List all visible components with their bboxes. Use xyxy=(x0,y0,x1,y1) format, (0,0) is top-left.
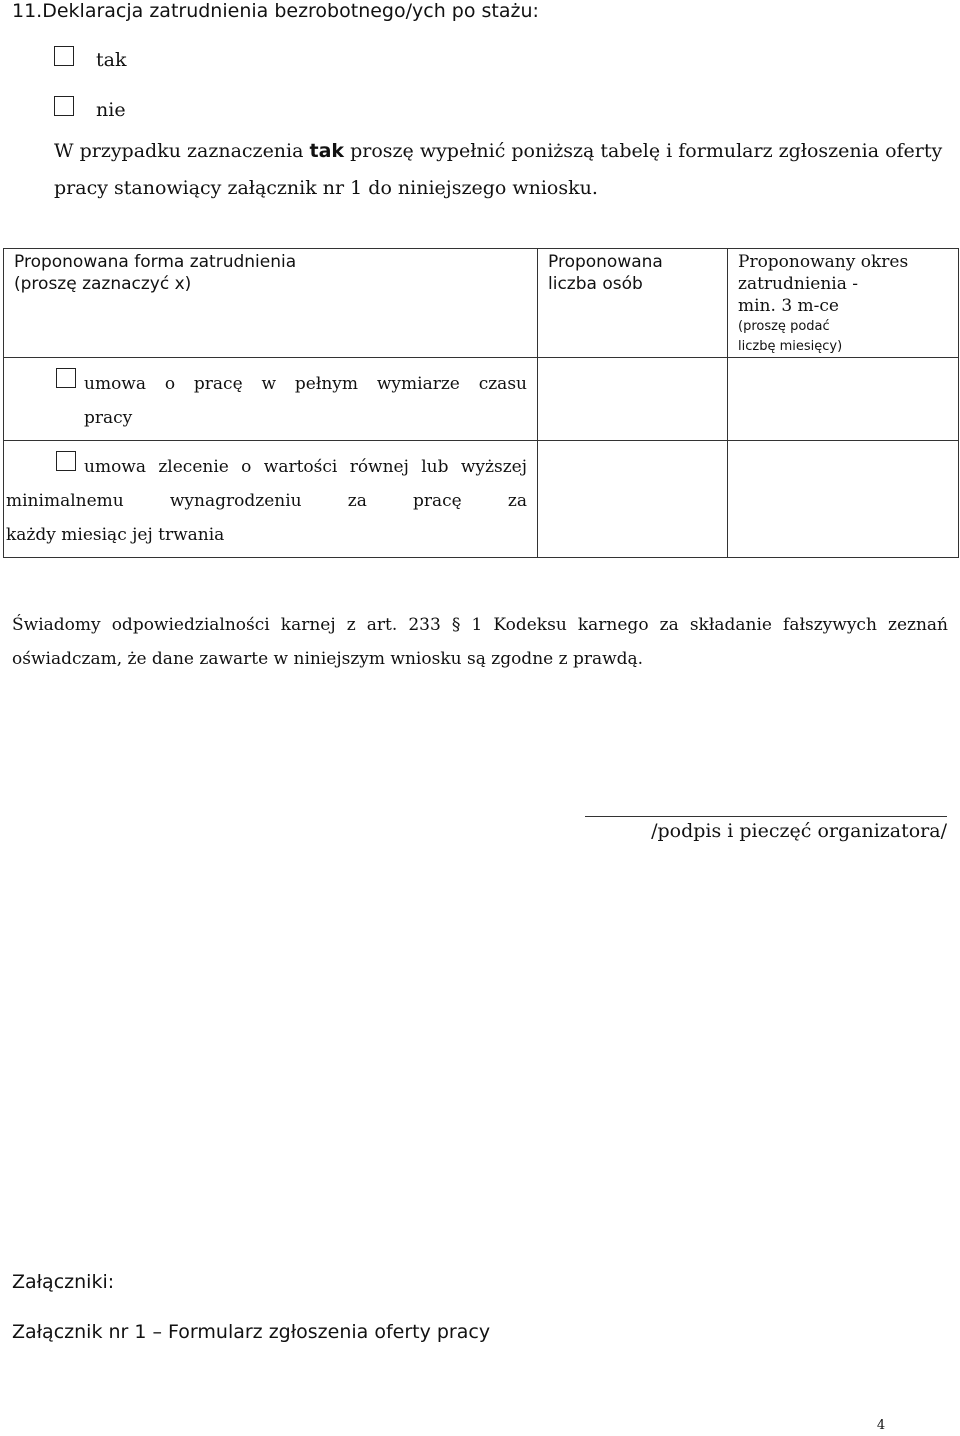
table-header-row xyxy=(4,249,959,358)
option-nie-label: nie xyxy=(96,99,126,121)
header-period-line2: zatrudnienia - xyxy=(738,274,858,294)
row1-checkbox[interactable] xyxy=(56,368,76,388)
header-form xyxy=(4,249,538,358)
instruction-bold: tak xyxy=(309,140,345,162)
header-count-line1: Proponowana xyxy=(548,252,663,272)
section-number: 11. xyxy=(12,0,43,22)
row1-line2: pracy xyxy=(84,408,133,428)
table-row xyxy=(4,441,959,558)
header-period-note1: (proszę podać xyxy=(738,319,830,334)
attachments-heading: Załączniki: xyxy=(12,1271,115,1293)
section-heading xyxy=(12,0,539,22)
option-nie-checkbox[interactable] xyxy=(54,96,74,116)
row1-period-cell[interactable] xyxy=(728,358,959,441)
declaration-text: Świadomy odpowiedzialności karnej z art. 233 § 1 Kodeksu karnego za składanie fałszywych zeznań oświadczam, że dane zawarte w niniejszym wniosku są zgodne z prawdą. xyxy=(12,615,948,669)
option-tak-checkbox[interactable] xyxy=(54,46,74,66)
page-number: 4 xyxy=(876,1418,886,1433)
option-tak-label: tak xyxy=(96,49,127,71)
header-period-note2: liczbę miesięcy) xyxy=(738,339,843,354)
row2-period-cell[interactable] xyxy=(728,441,959,558)
row1-line1: umowa o pracę w pełnym wymiarze czasu xyxy=(84,374,527,394)
attachment-item-1: Załącznik nr 1 – Formularz zgłoszenia oferty pracy xyxy=(12,1321,491,1343)
employment-table xyxy=(3,248,959,558)
header-count xyxy=(538,249,728,358)
row2-count-cell[interactable] xyxy=(538,441,728,558)
header-count-line2: liczba osób xyxy=(548,274,643,294)
table-row xyxy=(4,358,959,441)
row1-count-cell[interactable] xyxy=(538,358,728,441)
instruction-part1: W przypadku zaznaczenia xyxy=(54,140,310,162)
row2-line2: minimalnemu wynagrodzeniu za pracę za xyxy=(6,491,527,511)
row2-form-cell xyxy=(4,441,538,558)
header-period-line1: Proponowany okres xyxy=(738,252,909,272)
instruction-part2: proszę wypełnić poniższą tabelę i formularz zgłoszenia oferty pracy stanowiący załącznik nr 1 do niniejszego wniosku. xyxy=(54,140,943,199)
header-form-line1: Proponowana forma zatrudnienia xyxy=(14,252,297,272)
signature-label: /podpis i pieczęć organizatora/ xyxy=(651,820,947,842)
row2-line3: każdy miesiąc jej trwania xyxy=(6,525,225,545)
header-period-line3: min. 3 m-ce xyxy=(738,296,839,316)
instruction-paragraph xyxy=(54,133,948,207)
signature-line xyxy=(585,816,947,817)
row2-checkbox[interactable] xyxy=(56,451,76,471)
row2-line1: umowa zlecenie o wartości równej lub wyższej xyxy=(84,457,527,477)
row1-form-cell xyxy=(4,358,538,441)
section-title: Deklaracja zatrudnienia bezrobotnego/ych po stażu: xyxy=(42,0,539,22)
header-period xyxy=(728,249,959,358)
header-form-line2: (proszę zaznaczyć x) xyxy=(14,274,192,294)
